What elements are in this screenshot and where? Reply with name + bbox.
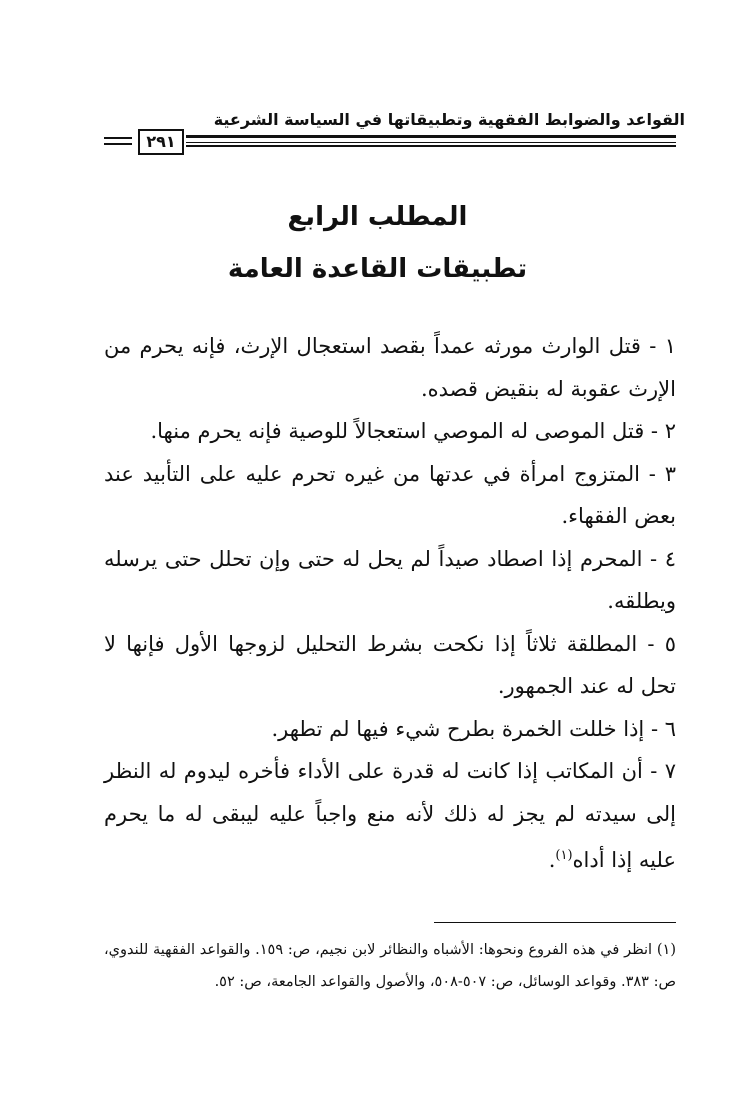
footnote-separator [434, 922, 676, 923]
list-item-end: . [548, 848, 556, 872]
header-rule-dash [104, 143, 132, 145]
list-item [104, 750, 676, 882]
list-item: ١ - قتل الوارث مورثه عمداً بقصد استعجال الإرث، فإنه يحرم من الإرث عقوبة له بنقيض قصده. [104, 334, 676, 401]
header-rule [104, 133, 676, 149]
list-item-text: ٧ - أن المكاتب إذا كانت له قدرة على الأداء فأخره ليدوم له النظر إلى سيدته لم يجز له ذلك لأنه منع واجباً عليه ليبقى له ما يحرم عليه إذا أداه [104, 759, 676, 872]
list-item: ٣ - المتزوج امرأة في عدتها من غيره تحرم عليه على التأبيد عند بعض الفقهاء. [104, 461, 676, 528]
section-subheading: تطبيقات القاعدة العامة [227, 254, 528, 284]
header-rule-dash [104, 137, 132, 139]
running-title: القواعد والضوابط الفقهية وتطبيقاتها في السياسة الشرعية [213, 110, 685, 129]
header-rule-thick-line [186, 135, 676, 138]
header-rule-thin-line [186, 142, 676, 143]
list-item: ٢ - قتل الموصى له الموصي استعجالاً للوصية فإنه يحرم منها. [150, 419, 676, 443]
footnote-reference: (١) [555, 848, 573, 863]
page-number: ٢٩١ [138, 129, 184, 155]
header-rule-bottom-line [186, 145, 676, 147]
list-item: ٥ - المطلقة ثلاثاً إذا نكحت بشرط التحليل لزوجها الأول فإنها لا تحل له عند الجمهور. [104, 631, 676, 698]
list-item: ٦ - إذا خللت الخمرة بطرح شيء فيها لم تطهر. [271, 716, 676, 741]
body-text [104, 325, 676, 882]
list-item: ٤ - المحرم إذا اصطاد صيداً لم يحل له حتى وإن تحلل حتى يرسله ويطلقه. [104, 546, 676, 613]
footnote: (١) انظر في هذه الفروع ونحوها: الأشباه والنظائر لابن نجيم، ص: ١٥٩. والقواعد الفقهية للندوي، ص: ٣٨٣. وقواعد الوسائل، ص: ٥٠٧-٥٠٨، والأصول والقواعد الجامعة، ص: ٥٢. [104, 942, 676, 990]
section-heading: المطلب الرابع [287, 202, 468, 232]
